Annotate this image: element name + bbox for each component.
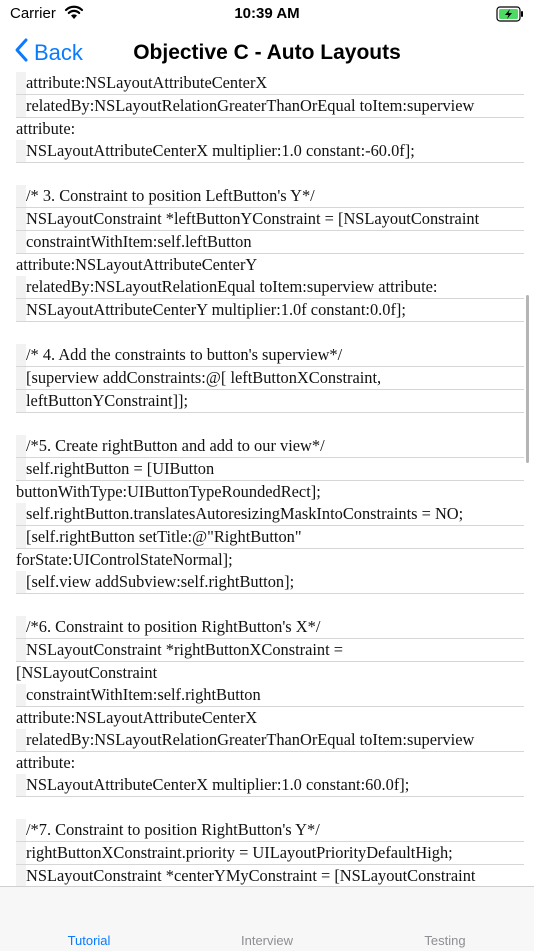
- code-line: leftButtonYConstraint]];: [16, 390, 524, 413]
- code-line: NSLayoutConstraint *centerYMyConstraint = [NSLayoutConstraint: [16, 865, 524, 888]
- code-line: [self.view addSubview:self.rightButton];: [16, 571, 524, 594]
- code-line: [16, 413, 524, 435]
- code-line: constraintWithItem:self.leftButton: [16, 231, 524, 254]
- carrier-label: Carrier: [10, 5, 56, 22]
- code-line: /* 4. Add the constraints to button's superview*/: [16, 344, 524, 367]
- status-bar: [0, 0, 534, 28]
- code-line: NSLayoutConstraint *rightButtonXConstraint =: [16, 639, 524, 662]
- code-line: NSLayoutAttributeCenterY multiplier:1.0f constant:0.0f];: [16, 299, 524, 322]
- code-line: attribute:NSLayoutAttributeCenterY: [16, 255, 258, 274]
- code-line: self.rightButton = [UIButton: [16, 458, 524, 481]
- tab-testing[interactable]: Testing: [424, 933, 466, 948]
- back-label: Back: [34, 39, 83, 65]
- code-line: relatedBy:NSLayoutRelationGreaterThanOrEqual toItem:superview: [16, 729, 524, 752]
- code-line: [NSLayoutConstraint: [16, 663, 158, 682]
- battery-charging-icon: [496, 6, 524, 27]
- code-line: /*6. Constraint to position RightButton's X*/: [16, 616, 524, 639]
- code-line: [16, 797, 524, 819]
- tab-tutorial[interactable]: Tutorial: [67, 933, 111, 948]
- tab-bar: [0, 886, 534, 951]
- code-line: /*5. Create rightButton and add to our view*/: [16, 435, 524, 458]
- page-title: Objective C - Auto Layouts: [133, 41, 401, 64]
- code-line: NSLayoutAttributeCenterX multiplier:1.0 constant:60.0f];: [16, 774, 524, 797]
- tutorial-content[interactable]: [0, 73, 534, 886]
- code-line: attribute:NSLayoutAttributeCenterX: [16, 72, 524, 95]
- code-line: [16, 322, 524, 344]
- code-line: relatedBy:NSLayoutRelationEqual toItem:superview attribute:: [16, 276, 524, 299]
- code-line: NSLayoutAttributeCenterX multiplier:1.0 constant:-60.0f];: [16, 140, 524, 163]
- code-line: [superview addConstraints:@[ leftButtonXConstraint,: [16, 367, 524, 390]
- code-line: rightButtonXConstraint.priority = UILayoutPriorityDefaultHigh;: [16, 842, 524, 865]
- code-listing: [16, 72, 524, 933]
- code-line: /* 3. Constraint to position LeftButton's Y*/: [16, 185, 524, 208]
- code-line: attribute:: [16, 119, 76, 138]
- tab-interview[interactable]: Interview: [240, 933, 294, 948]
- code-line: [self.rightButton setTitle:@"RightButton": [16, 526, 524, 549]
- code-line: self.rightButton.translatesAutoresizingMaskIntoConstraints = NO;: [16, 503, 524, 526]
- code-line: NSLayoutConstraint *leftButtonYConstraint = [NSLayoutConstraint: [16, 208, 524, 231]
- code-line: attribute:: [16, 753, 76, 772]
- scrollbar[interactable]: [526, 295, 529, 463]
- code-line: /*7. Constraint to position RightButton's Y*/: [16, 819, 524, 842]
- code-line: [16, 594, 524, 616]
- code-line: attribute:NSLayoutAttributeCenterX: [16, 708, 258, 727]
- code-line: forState:UIControlStateNormal];: [16, 550, 233, 569]
- code-line: [16, 163, 524, 185]
- code-line: buttonWithType:UIButtonTypeRoundedRect];: [16, 482, 321, 501]
- status-time: 10:39 AM: [234, 5, 300, 22]
- code-line: constraintWithItem:self.rightButton: [16, 684, 524, 707]
- code-line: relatedBy:NSLayoutRelationGreaterThanOrEqual toItem:superview: [16, 95, 524, 118]
